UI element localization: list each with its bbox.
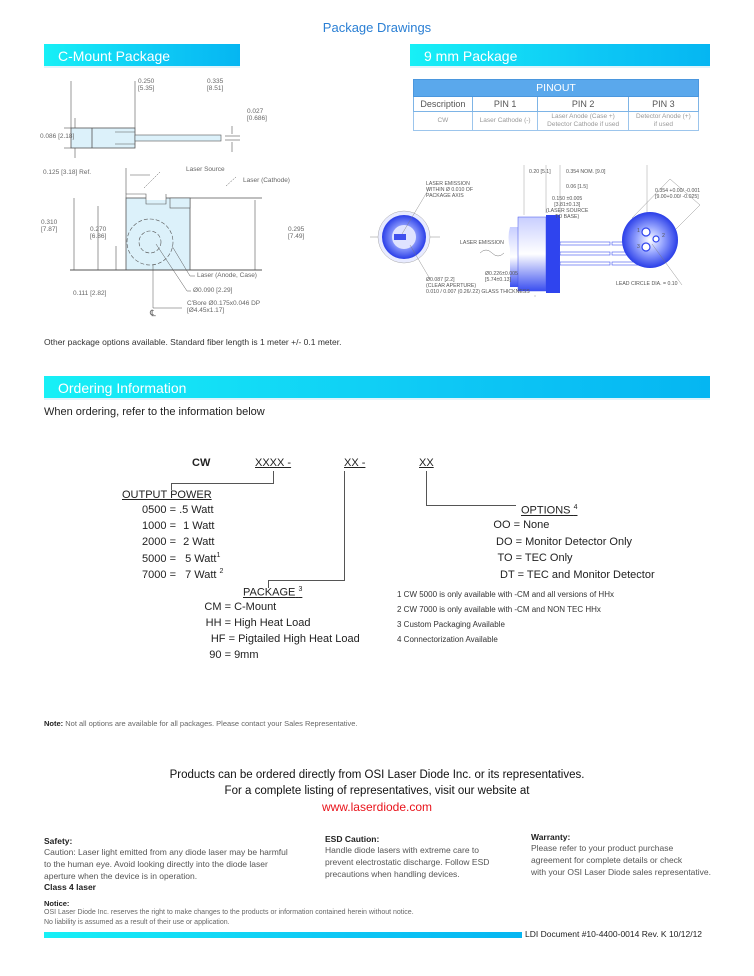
dim-0250: 0.250 [5.35]	[138, 78, 155, 92]
dim-0027: 0.027 [0.686]	[247, 108, 267, 122]
dim-0086: 0.086 [2.18]	[40, 133, 75, 140]
pin-1-label: 1	[637, 228, 640, 234]
list-item: 0500 = .5 Watt	[142, 504, 214, 516]
connector-line	[426, 505, 516, 506]
dim-outer-diameter: 0.354 +0.00/ -0.001 [9.00+0.00/ -0.025]	[655, 188, 701, 200]
package-list	[197, 601, 360, 665]
list-item: DT = TEC and Monitor Detector	[500, 568, 655, 581]
code-prefix: CW	[192, 457, 211, 469]
cmount-section-header: C-Mount Package	[44, 44, 240, 68]
label-emission-within: LASER EMISSION WITHIN Ø 0.010 OF PACKAGE AXIS	[426, 181, 473, 199]
package-title: PACKAGE $^3$	[243, 586, 303, 599]
label-aperture: Ø0.087 [2.2] (CLEAR APERTURE) 0.010 / 0.007 (0.26/.22) GLASS THICKNESS	[426, 277, 530, 295]
connector-line	[268, 580, 345, 581]
connector-line	[426, 471, 427, 506]
safety-text: aperture when the device is in operation.	[44, 871, 198, 881]
notice-block	[44, 899, 604, 928]
pin-3-label: 3	[637, 244, 640, 250]
pinout-table	[413, 79, 699, 131]
footnote: 3 Custom Packaging Available	[397, 620, 505, 629]
dim-0111: 0.111 [2.82]	[73, 290, 107, 297]
footer-accent-bar	[44, 932, 522, 938]
list-item: DO = Monitor Detector Only	[496, 535, 633, 548]
code-options: XX	[419, 457, 434, 469]
nine-mm-drawing	[370, 155, 710, 305]
page-title: Package Drawings	[322, 20, 432, 35]
pinout-header: PIN 1	[472, 97, 538, 112]
dim-0335: 0.335 [8.51]	[207, 78, 224, 92]
dim-0125: 0.125 [3.18] Ref.	[43, 169, 92, 176]
safety-text: to the human eye. Avoid looking directly into the diode laser	[44, 859, 268, 869]
options-title: OPTIONS $^4$	[521, 504, 578, 517]
dim-0310: 0.310 [7.87]	[41, 219, 58, 233]
document-id: LDI Document #10-4400-0014 Rev. K 10/12/12	[525, 929, 703, 939]
footnote: 1 CW 5000 is only available with -CM and all versions of HHx	[397, 590, 614, 599]
warranty-block	[531, 832, 741, 878]
connector-line	[344, 471, 345, 581]
safety-title: Safety:	[44, 836, 73, 846]
dim-006: 0.06 [1.5]	[566, 184, 588, 190]
dim-0295: 0.295 [7.49]	[288, 226, 305, 240]
laser-class: Class 4 laser	[44, 882, 96, 892]
label-laser-emission: LASER EMISSION	[460, 240, 504, 246]
warranty-text: agreement for complete details or check	[531, 855, 683, 865]
esd-title: ESD Caution:	[325, 834, 380, 844]
notice-title: Notice:	[44, 899, 70, 908]
pinout-header: PIN 2	[538, 97, 628, 112]
availability-note: Note: Not all options are available for all packages. Please contact your Sales Representative.	[44, 719, 358, 728]
contact-line-1: Products can be ordered directly from OSI Laser Diode Inc. or its representatives.	[169, 769, 585, 781]
label-cbore: C'Bore Ø0.175x0.046 DP [Ø4.45x1.17]	[187, 300, 261, 314]
cmount-drawing	[40, 76, 370, 326]
pinout-cell: Laser Cathode (-)	[472, 112, 538, 131]
footnote: 2 CW 7000 is only available with -CM and NON TEC HHx	[397, 605, 601, 614]
warranty-text: Please refer to your product purchase	[531, 843, 674, 853]
pinout-title: PINOUT	[414, 80, 699, 97]
list-item: CM = C-Mount	[204, 601, 277, 613]
label-laser-source: Laser Source	[186, 166, 225, 173]
safety-text: Caution: Laser light emitted from any diode laser may be harmful	[44, 847, 288, 857]
connector-line	[171, 483, 274, 484]
output-power-title: OUTPUT POWER	[122, 489, 212, 501]
label-laser-anode: Laser (Anode, Case)	[197, 272, 257, 279]
list-item: 2000 = 2 Watt	[142, 536, 215, 548]
dim-0150: 0.150 ±0.005 [3.81±0.13] (LASER SOURCE TO BASE)	[546, 196, 589, 220]
pinout-cell: CW	[414, 112, 473, 131]
contact-line-2: For a complete listing of representatives, visit our website at	[224, 785, 530, 797]
list-item: 90 = 9mm	[209, 649, 259, 661]
ordering-section-header: Ordering Information	[44, 376, 710, 400]
warranty-text: with your OSI Laser Diode sales representative.	[531, 867, 712, 877]
notice-text: OSI Laser Diode Inc. reserves the right to make changes to the products or information contained herein without notice.	[44, 909, 414, 916]
code-power: XXXX -	[255, 457, 292, 469]
list-item: 7000 = 7 Watt $^2$	[142, 568, 224, 581]
other-options-note: Other package options available. Standard fiber length is 1 meter +/- 0.1 meter.	[44, 337, 342, 347]
esd-text: prevent electrostatic discharge. Follow ESD	[325, 857, 490, 867]
pinout-cell: Laser Anode (Case +) Detector Cathode if used	[538, 112, 628, 131]
pinout-header: PIN 3	[628, 97, 698, 112]
dim-0226: Ø0.226±0.005 [5.74±0.13]	[485, 271, 518, 283]
dim-0354-nom: 0.354 NOM. [9.0]	[566, 169, 606, 175]
output-power-list	[127, 504, 223, 584]
nine-mm-section-header: 9 mm Package	[410, 44, 710, 68]
list-item: 1000 = 1 Watt	[142, 520, 215, 532]
pinout-cell: Detector Anode (+) if used	[628, 112, 698, 131]
dim-020: 0.20 [5.1]	[529, 169, 551, 175]
label-hole-diameter: Ø0.090 [2.29]	[193, 287, 233, 294]
list-item: HF = Pigtailed High Heat Load	[210, 633, 360, 645]
warranty-title: Warranty:	[531, 832, 571, 842]
label-lead-circle: LEAD CIRCLE DIA. = 0.10	[616, 281, 678, 287]
dim-0270: 0.270 [6.86]	[90, 226, 107, 240]
list-item: 5000 = 5 Watt$^1$	[142, 552, 221, 565]
centerline-symbol: ℄	[150, 308, 156, 318]
pinout-header: Description	[414, 97, 473, 112]
list-item: TO = TEC Only	[497, 552, 573, 564]
esd-text: precautions when handling devices.	[325, 869, 460, 879]
list-item: HH = High Heat Load	[205, 617, 311, 629]
safety-block	[44, 836, 304, 892]
website-link[interactable]: www.laserdiode.com	[321, 800, 433, 814]
footnote: 4 Connectorization Available	[397, 635, 498, 644]
pinout-row	[414, 112, 699, 131]
code-package: XX -	[344, 457, 366, 469]
esd-block	[325, 834, 525, 880]
label-laser-cathode: Laser (Cathode)	[243, 177, 290, 184]
esd-text: Handle diode lasers with extreme care to	[325, 845, 480, 855]
pin-2-label: 2	[662, 233, 665, 239]
notice-text: No liability is assumed as a result of their use or application.	[44, 919, 230, 926]
ordering-intro: When ordering, refer to the information below	[44, 406, 265, 418]
list-item: OO = None	[493, 519, 550, 531]
options-list	[486, 519, 655, 585]
footnotes	[397, 590, 614, 650]
